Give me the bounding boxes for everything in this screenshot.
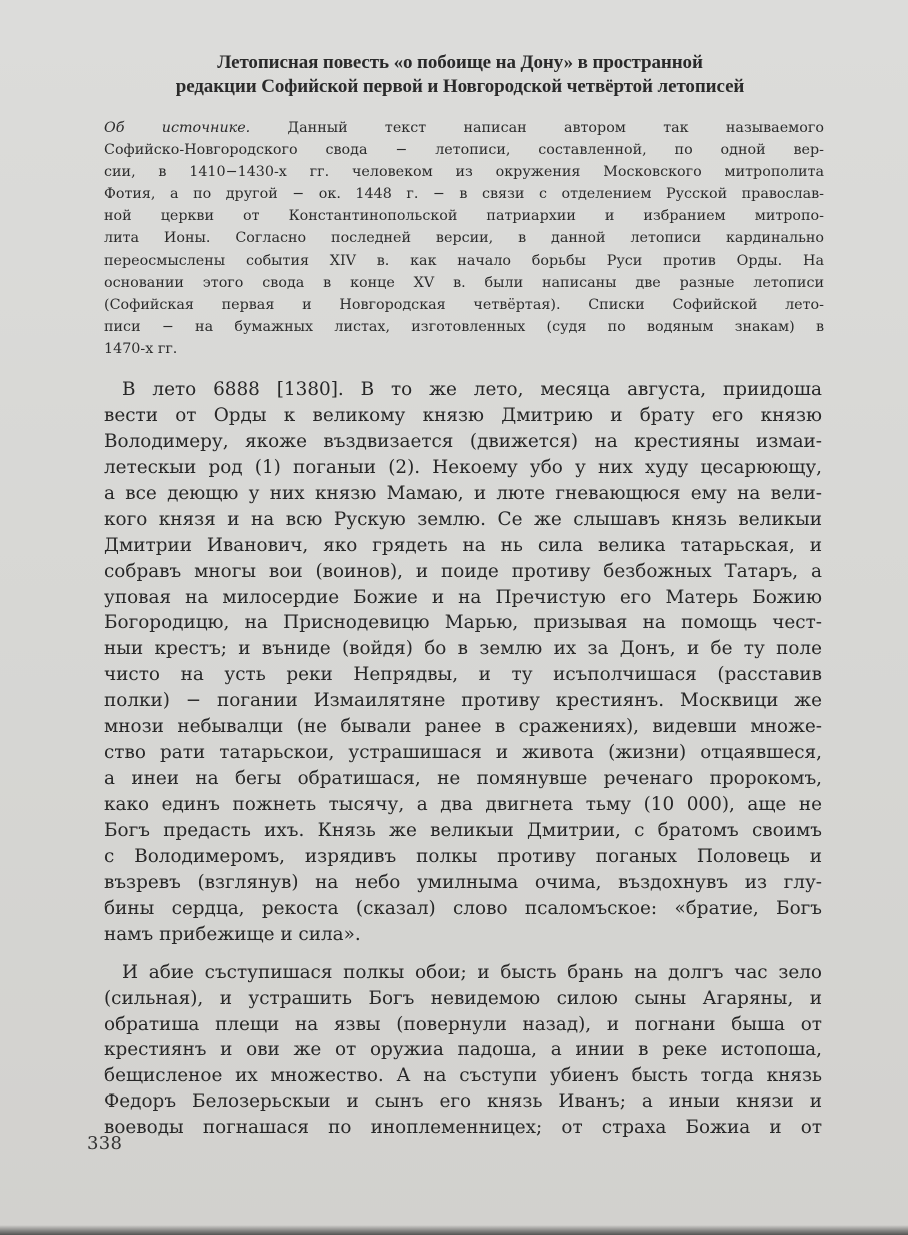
text-line: В лето 6888 [1380]. В то же лето, месяца августа, приидоша: [122, 379, 822, 400]
text-line: летескыи род (1) поганыи (2). Некоему убо у них худу цесарюющу,: [104, 456, 822, 478]
text-line: вести от Орды к великому князю Дмитрию и брату его князю: [104, 404, 822, 426]
chronicle-text: [104, 377, 822, 1141]
text-line: възревъ (взглянув) на небо умилныма очима, въздохнувъ из глу-: [104, 871, 822, 893]
text-line: како единъ пожнеть тысячу, а два двигнета тьму (10 000), аще не: [104, 794, 822, 815]
text-line: а инеи на бегы обратишася, не помянувше реченаго пророкомъ,: [104, 768, 822, 790]
source-note-line: переосмыслены события XIV в. как начало борьбы Руси против Орды. На: [104, 252, 824, 269]
source-note-line: (Софийская первая и Новгородская четвёртая). Списки Софийской лето-: [104, 296, 824, 313]
text-line: Федоръ Белозерьскыи и сынъ его князь Иванъ; а иныи князи и: [104, 1091, 822, 1113]
text-line: (сильная), и устрашить Богъ невидемою силою сыны Агаряны, и: [104, 987, 822, 1009]
text-line: с Володимеромъ, изрядивъ полкы противу поганых Половець и: [104, 845, 822, 867]
text-line: крестиянъ и ови же от оружиа падоша, а инии в реке истопоша,: [104, 1039, 822, 1061]
source-note-line: Фотия, а по другой − ок. 1448 г. − в связи с отделением Русской православ-: [104, 186, 824, 203]
text-line: намъ прибежище и сила».: [104, 923, 361, 945]
text-line: а все деющю у них князю Мамаю, и люте гневающюся ему на вели-: [104, 482, 822, 504]
text-line: собравъ многы вои (воинов), и поиде противу безбожных Татаръ, а: [104, 560, 822, 582]
text-line: бещисленое их множество. А на съступи убиенъ бысть тогда князь: [104, 1065, 822, 1087]
chapter-title-line-1: Летописная повесть «о побоище на Дону» в пространной: [217, 52, 703, 73]
source-note-heading: Об источнике.: [104, 120, 251, 136]
text-line: воеводы погнашася по иноплеменницех; от страха Божиа и от: [104, 1117, 822, 1139]
source-note-line: основании этого свода в конце XV в. были написаны две разные летописи: [104, 274, 824, 291]
paragraph-gap: [104, 948, 822, 960]
text-line: полки) − погании Измаилятяне противу крестиянъ. Москвици же: [104, 690, 822, 712]
source-note-line: Об источнике. Данный текст написан автором так называемого: [104, 120, 824, 136]
text-line: Богородицю, на Приснодевицю Марью, призывая на помощь чест-: [104, 612, 822, 634]
text-line: ныи крестъ; и въниде (войдя) бо в землю их за Донъ, и бе ту поле: [104, 638, 822, 660]
source-note-line: лита Ионы. Согласно последней версии, в данной летописи кардинально: [104, 230, 824, 247]
text-line: кого князя и на всю Рускую землю. Се же слышавъ князь великыи: [104, 508, 822, 530]
source-note-line: Софийско-Новгородского свода − летописи, составленной, по одной вер-: [104, 142, 824, 159]
source-note-line: 1470-х гг.: [104, 340, 178, 357]
source-note-line: писи − на бумажных листах, изготовленных (судя по водяным знакам) в: [104, 318, 824, 335]
text-line: чисто на усть реки Непрядвы, и ту исъполчишася (расставив: [104, 664, 822, 686]
text-line: обратиша плещи на язвы (повернули назад), и погнани быша от: [104, 1013, 822, 1035]
text-line: мнози небывалци (не бывали ранее в сражениях), видевши множе-: [104, 716, 822, 738]
source-note: [104, 117, 824, 360]
chapter-title-line-2: редакции Софийской первой и Новгородской четвёртой летописей: [175, 76, 745, 97]
paragraph-2: [104, 960, 822, 1142]
text-line: Богъ предасть ихъ. Князь же великыи Дмитрии, с братомъ своимъ: [104, 819, 822, 841]
source-note-line: ной церкви от Константинопольской патриархии и избранием митропо-: [104, 208, 824, 225]
text-line: Володимеру, якоже въздвизается (движется) на крестияны измаи-: [104, 430, 822, 452]
page-number: 338: [87, 1133, 123, 1154]
text-line: уповая на милосердие Божие и на Пречистую его Матерь Божию: [104, 586, 822, 608]
scan-edge-shadow: [0, 1225, 908, 1235]
chapter-title: [90, 51, 830, 99]
text-line: ство рати татарьскои, устрашишася и живота (жизни) отцаявшеся,: [104, 742, 822, 764]
text-line: И абие съступишася полкы обои; и бысть брань на долгъ час зело: [122, 961, 822, 983]
paragraph-1: [104, 377, 822, 948]
source-note-line: сии, в 1410−1430-х гг. человеком из окружения Московского митрополита: [104, 164, 824, 181]
text-line: бины сердца, рекоста (сказал) слово псаломъское: «братие, Богъ: [104, 897, 822, 919]
text-line: Дмитрии Иванович, яко грядеть на нь сила велика татарьская, и: [104, 534, 822, 556]
